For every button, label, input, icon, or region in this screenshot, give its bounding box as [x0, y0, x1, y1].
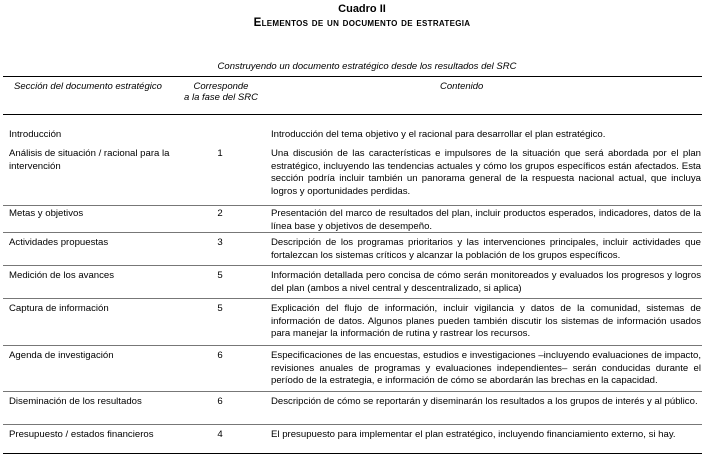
- table-title: Elementos de un documento de estrategia: [253, 17, 471, 29]
- table-row: [3, 270, 702, 299]
- row-content: Explicación del flujo de información, incluir vigilancia y datos de la comunidad, sistemas de información de datos. Algunos planes pueden también discutir los sistemas de información usados para manejar la información de rutina y rastrear los recursos.: [271, 303, 701, 340]
- table-number: Cuadro II: [338, 3, 386, 15]
- table-row: [3, 429, 702, 445]
- row-content: Descripción de cómo se reportarán y diseminarán los resultados a los grupos de interés y al público.: [271, 396, 698, 407]
- table-row: [3, 208, 702, 233]
- row-phase: 5: [217, 303, 223, 314]
- row-section: Captura de información: [9, 303, 109, 314]
- row-phase: 6: [217, 350, 223, 361]
- row-phase: 2: [217, 208, 223, 219]
- header-phase-line1: Corresponde: [193, 81, 249, 92]
- table-row: [3, 303, 702, 346]
- table-row: [3, 350, 702, 392]
- row-content: Información detallada pero concisa de cómo serán monitoreados y evaluados los progresos y logros del plan (ambos a nivel central y descentralizado, si aplica): [271, 270, 701, 294]
- table-caption: [0, 3, 704, 30]
- row-section: Diseminación de los resultados: [9, 396, 142, 407]
- header-bottom-rule: [3, 114, 702, 115]
- table-subtitle: Construyendo un documento estratégico desde los resultados del SRC: [217, 61, 517, 72]
- table-row: [3, 129, 702, 145]
- row-content: Presentación del marco de resultados del plan, incluir productos esperados, indicadores, datos de la línea base y objetivos de desempeño.: [271, 208, 701, 232]
- header-top-rule: [3, 76, 702, 77]
- row-content: Introducción del tema objetivo y el racional para desarrollar el plan estratégico.: [271, 129, 606, 140]
- row-phase: 6: [217, 396, 223, 407]
- row-section: Actividades propuestas: [9, 237, 109, 248]
- table-row: [3, 396, 702, 425]
- row-section: Presupuesto / estados financieros: [9, 429, 154, 440]
- table-bottom-rule: [3, 453, 702, 454]
- row-content: Descripción de los programas prioritarios y las intervenciones principales, incluir actividades que fortalezcan los sistemas críticos y alcanzar la población de los grupos específicos.: [271, 237, 701, 261]
- row-section: Agenda de investigación: [9, 350, 114, 361]
- row-section: Análisis de situación / racional para la intervención: [9, 148, 170, 172]
- row-content: Especificaciones de las encuestas, estudios e investigaciones –incluyendo evaluaciones de impacto, revisiones anuales de programas y evaluaciones independientes– serán conducidas durante el período de la estrategia, e información de cómo se abordarán las brechas en la capacidad.: [271, 350, 701, 387]
- row-content: El presupuesto para implementar el plan estratégico, incluyendo financiamiento externo, si hay.: [271, 429, 676, 440]
- header-phase-line2: a la fase del SRC: [184, 92, 258, 103]
- table-row: [3, 237, 702, 266]
- row-phase: 3: [217, 237, 223, 248]
- row-phase: 1: [217, 148, 223, 159]
- header-content: Contenido: [440, 81, 484, 92]
- row-section: Medición de los avances: [9, 270, 115, 281]
- header-section: Sección del documento estratégico: [14, 81, 162, 92]
- row-section: Introducción: [9, 129, 62, 140]
- row-phase: 5: [217, 270, 223, 281]
- row-content: Una discusión de las características e impulsores de la situación que será abordada por el plan estratégico, incluyendo las tendencias actuales y cómo los grupos específicos están afectados. Esta sección podría incluir también un panorama general de la respuesta nacional actual, que incluya logros y oportunidades perdidas.: [271, 148, 701, 197]
- header-phase: [168, 81, 274, 103]
- table-row: [3, 148, 702, 206]
- row-section: Metas y objetivos: [9, 208, 84, 219]
- row-phase: 4: [217, 429, 223, 440]
